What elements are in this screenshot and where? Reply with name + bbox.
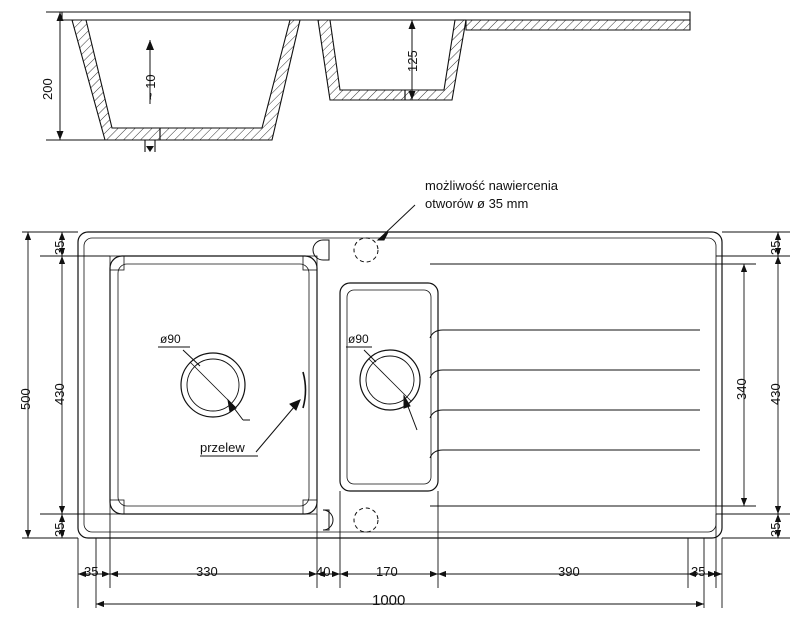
dim-label-width-390: 390: [558, 564, 580, 579]
note-drill-holes-line1: możliwość nawiercenia: [425, 178, 558, 193]
plan-view: [78, 205, 722, 538]
dim-label-total-width-1000: 1000: [372, 592, 406, 609]
dim-label-width-170: 170: [376, 564, 398, 579]
label-main-drain-diameter: ø90: [160, 332, 181, 346]
dim-label-width-35-right: 35: [691, 564, 706, 579]
dim-label-drainer-height-340: 340: [734, 378, 749, 400]
dim-label-margin-bottom-right-35: 35: [768, 522, 783, 537]
dim-label-wall-thickness: ~ 10: [143, 74, 158, 100]
dim-label-margin-top-right-35: 35: [768, 240, 783, 255]
note-drill-holes-line2: otworów ø 35 mm: [425, 196, 529, 211]
label-small-drain-diameter: ø90: [348, 332, 369, 346]
dim-label-depth-200: 200: [40, 78, 55, 100]
dim-label-inner-height-430-left: 430: [52, 383, 67, 405]
dim-label-width-40: 40: [316, 564, 331, 579]
dim-label-width-35-left: 35: [84, 564, 99, 579]
dim-label-total-height-500: 500: [18, 388, 33, 410]
dim-label-inner-height-430-right: 430: [768, 383, 783, 405]
label-overflow: przelew: [200, 440, 245, 455]
dim-label-width-330: 330: [196, 564, 218, 579]
dim-label-margin-bottom-left-35: 35: [52, 522, 67, 537]
dim-label-margin-top-left-35: 35: [52, 240, 67, 255]
dim-label-depth-125: 125: [405, 50, 420, 72]
